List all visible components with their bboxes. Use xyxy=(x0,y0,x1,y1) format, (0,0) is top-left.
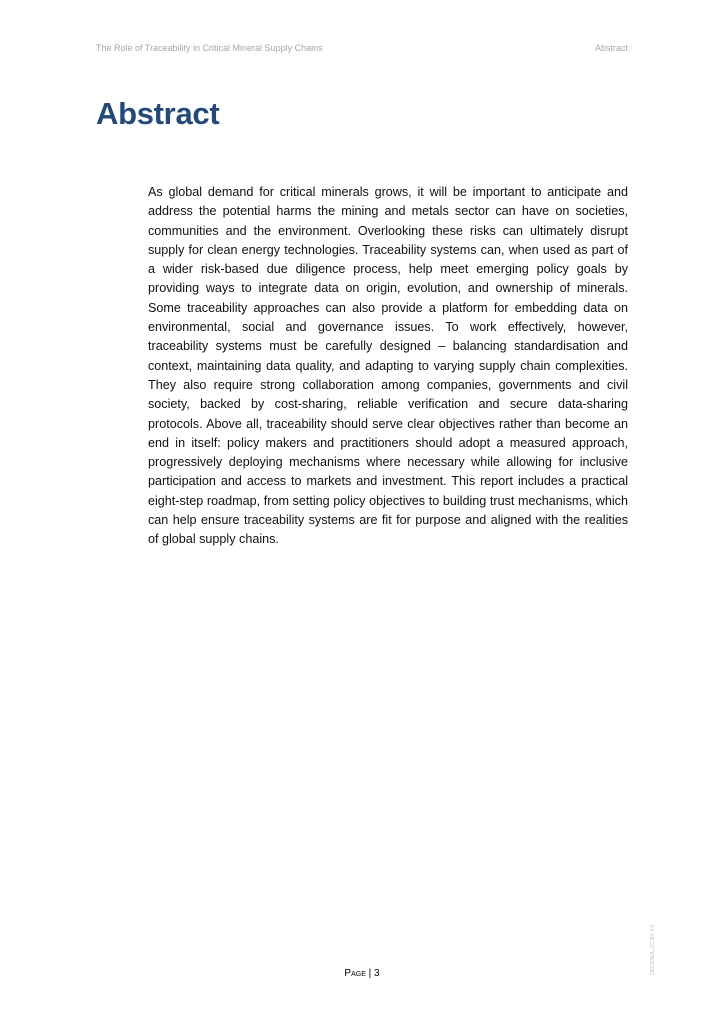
copyright-note: OECD/IEA, CC BY 4.0 xyxy=(650,924,656,975)
page-title: Abstract xyxy=(96,96,220,131)
abstract-paragraph: As global demand for critical minerals grows, it will be important to anticipate and address the potential harms the mining and metals sector can have on societies, communities and the environment. Overlooking these risks can ultimately disrupt supply for clean energy technologies. Traceability systems can, when used as part of a wider risk-based due diligence process, help meet emerging policy goals by providing ways to integrate data on origin, evolution, and ownership of minerals. Some traceability approaches can also provide a platform for embedding data on environmental, social and governance issues. To work effectively, however, traceability systems must be carefully designed – balancing standardisation and context, maintaining data quality, and adapting to varying supply chain complexities. They also require strong collaboration among companies, governments and civil society, backed by cost-sharing, reliable verification and secure data-sharing protocols. Above all, traceability should serve clear objectives rather than become an end in itself: policy makers and practitioners should adopt a measured approach, progressively deploying mechanisms where necessary while allowing for inclusive participation and access to markets and investment. This report includes a practical eight-step roadmap, from setting policy objectives to building trust mechanisms, which can help ensure traceability systems are fit for purpose and aligned with the realities of global supply chains. xyxy=(148,185,628,547)
page-label: Page xyxy=(344,968,366,979)
running-header-title: The Role of Traceability in Critical Mineral Supply Chains xyxy=(96,43,323,53)
page-footer xyxy=(0,968,724,979)
running-header-section: Abstract xyxy=(594,43,628,53)
page-separator: | xyxy=(365,968,375,979)
page-number: 3 xyxy=(374,968,380,979)
running-header xyxy=(96,43,628,53)
